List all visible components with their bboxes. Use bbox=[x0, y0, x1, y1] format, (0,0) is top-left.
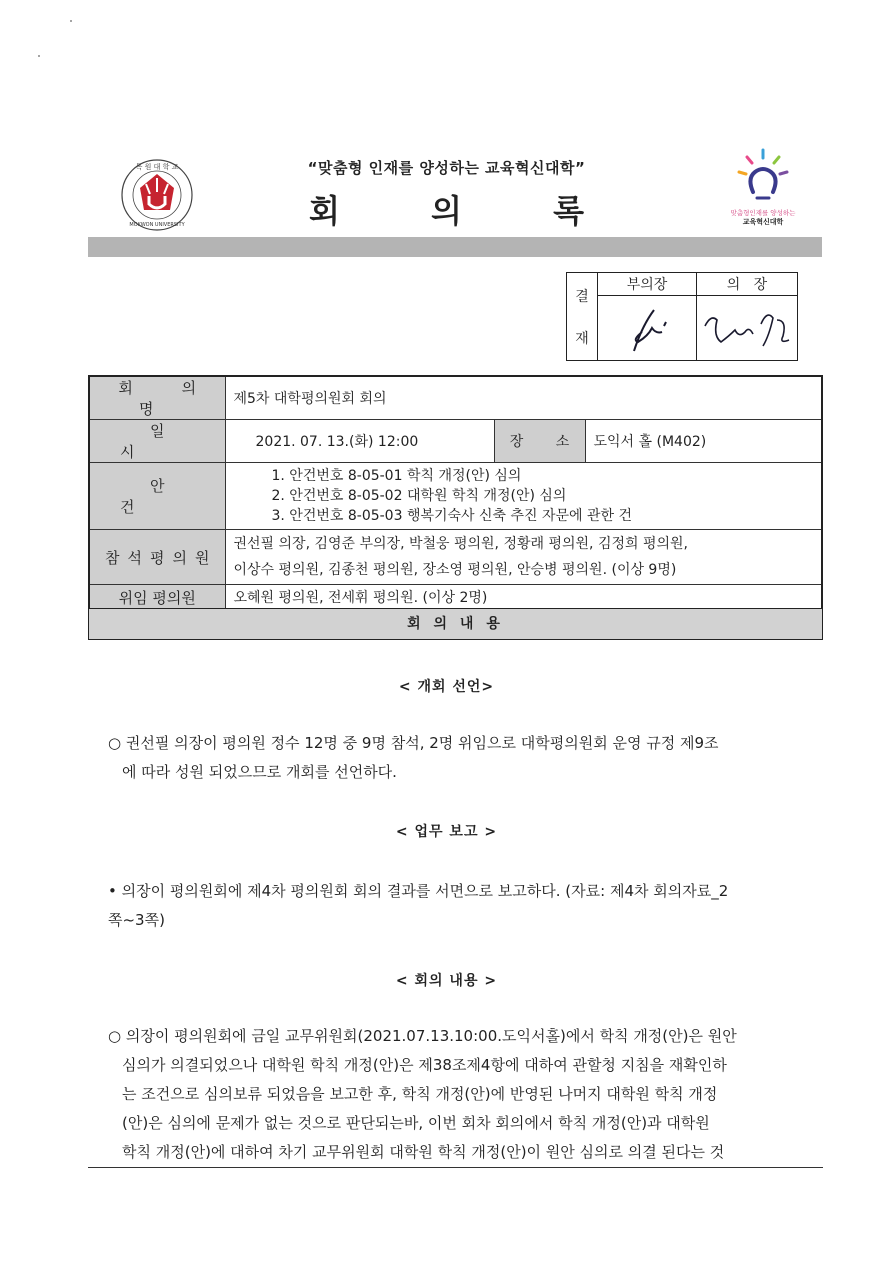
agenda-label: 안 건 bbox=[89, 463, 225, 530]
report-heading: < 업무 보고 > bbox=[395, 824, 498, 840]
header-divider-band bbox=[88, 237, 822, 257]
content-paragraph bbox=[108, 1022, 826, 1167]
speck bbox=[70, 20, 72, 22]
vice-chair-signature bbox=[598, 296, 697, 361]
attendees-line: 권선필 의장, 김영준 부의장, 박철웅 평의원, 정황래 평의원, 김정희 평의원, bbox=[233, 536, 688, 552]
paragraph-line: ○ 의장이 평의원회에 금일 교무위원회(2021.07.13.10:00.도익서홀)에서 학칙 개정(안)은 원안 bbox=[108, 1027, 737, 1045]
paragraph-line: 쪽~3쪽) bbox=[108, 911, 165, 929]
chair-signature bbox=[697, 296, 798, 361]
date-label: 일 시 bbox=[89, 420, 225, 463]
agenda-item: 2. 안건번호 8-05-02 대학원 학칙 개정(안) 심의 bbox=[271, 488, 567, 504]
attendees-label: 참석평의원 bbox=[89, 530, 225, 585]
approval-chair-header: 의 장 bbox=[697, 273, 798, 296]
date-value: 2021. 07. 13.(화) 12:00 bbox=[225, 420, 494, 463]
paragraph-line: (안)은 심의에 문제가 없는 것으로 판단되는바, 이번 회차 회의에서 학칙 개정(안)과 대학원 bbox=[122, 1114, 710, 1132]
signature-icon bbox=[697, 296, 797, 356]
agenda-list bbox=[225, 463, 822, 530]
paragraph-line: 학칙 개정(안)에 대하여 차기 교무위원회 대학원 학칙 개정(안)이 원안 심의로 의결 된다는 것 bbox=[122, 1143, 725, 1161]
content-section-bar: 회 의 내 용 bbox=[88, 608, 823, 640]
proxy-label: 위임 평의원 bbox=[89, 585, 225, 610]
agenda-item: 3. 안건번호 8-05-03 행복기숙사 신축 추진 자문에 관한 건 bbox=[271, 508, 633, 524]
approval-vice-chair-header: 부의장 bbox=[598, 273, 697, 296]
page-title: 회 의 록 bbox=[308, 192, 625, 230]
logo-caption-line1: 맞춤형인재를 양성하는 bbox=[730, 209, 796, 217]
paragraph-line: ○ 권선필 의장이 평의원 정수 12명 중 9명 참석, 2명 위임으로 대학평의원회 운영 규정 제9조 bbox=[108, 734, 719, 752]
approval-label-bottom: 재 bbox=[575, 330, 589, 347]
approval-label-top: 결 bbox=[575, 288, 589, 305]
content-heading: < 회의 내용 > bbox=[395, 973, 498, 989]
report-paragraph bbox=[108, 877, 826, 935]
approval-box bbox=[566, 272, 798, 361]
speck bbox=[38, 55, 40, 57]
proxy-value: 오혜원 평의원, 전세휘 평의원. (이상 2명) bbox=[225, 585, 822, 610]
agenda-item: 1. 안건번호 8-05-01 학칙 개정(안) 심의 bbox=[271, 468, 522, 484]
approval-label bbox=[567, 273, 598, 361]
svg-text:목 원 대 학 교: 목 원 대 학 교 bbox=[135, 163, 179, 171]
paragraph-line: • 의장이 평의원회에 제4차 평의원회 회의 결과를 서면으로 보고하다. (자료: 제4차 회의자료_2 bbox=[108, 882, 729, 900]
slogan: “맞춤형 인재를 양성하는 교육혁신대학” bbox=[307, 159, 586, 177]
place-value: 도익서 홀 (M402) bbox=[585, 420, 822, 463]
paragraph-line: 는 조건으로 심의보류 되었음을 보고한 후, 학칙 개정(안)에 반영된 나머지 대학원 학칙 개정 bbox=[122, 1085, 718, 1103]
paragraph-line: 에 따라 성원 되었으므로 개회를 선언하다. bbox=[122, 763, 397, 781]
logo-caption-line2: 교육혁신대학 bbox=[742, 218, 784, 226]
opening-paragraph bbox=[108, 729, 826, 787]
paragraph-line: 심의가 의결되었으나 대학원 학칙 개정(안)은 제38조제4항에 대하여 관할청 지침을 재확인하 bbox=[122, 1056, 727, 1074]
opening-heading: < 개회 선언> bbox=[398, 679, 495, 695]
attendees-line: 이상수 평의원, 김종천 평의원, 장소영 평의원, 안승병 평의원. (이상 9명) bbox=[233, 562, 677, 578]
meeting-info-table bbox=[88, 375, 823, 636]
svg-text:MOKWON UNIVERSITY: MOKWON UNIVERSITY bbox=[129, 222, 185, 228]
meeting-name-label: 회 의 명 bbox=[89, 376, 225, 420]
meeting-name-value: 제5차 대학평의원회 회의 bbox=[225, 376, 822, 420]
place-label: 장 소 bbox=[494, 420, 585, 463]
page-bottom-rule bbox=[88, 1167, 823, 1168]
signature-icon bbox=[602, 296, 692, 356]
attendees-list bbox=[225, 530, 822, 585]
